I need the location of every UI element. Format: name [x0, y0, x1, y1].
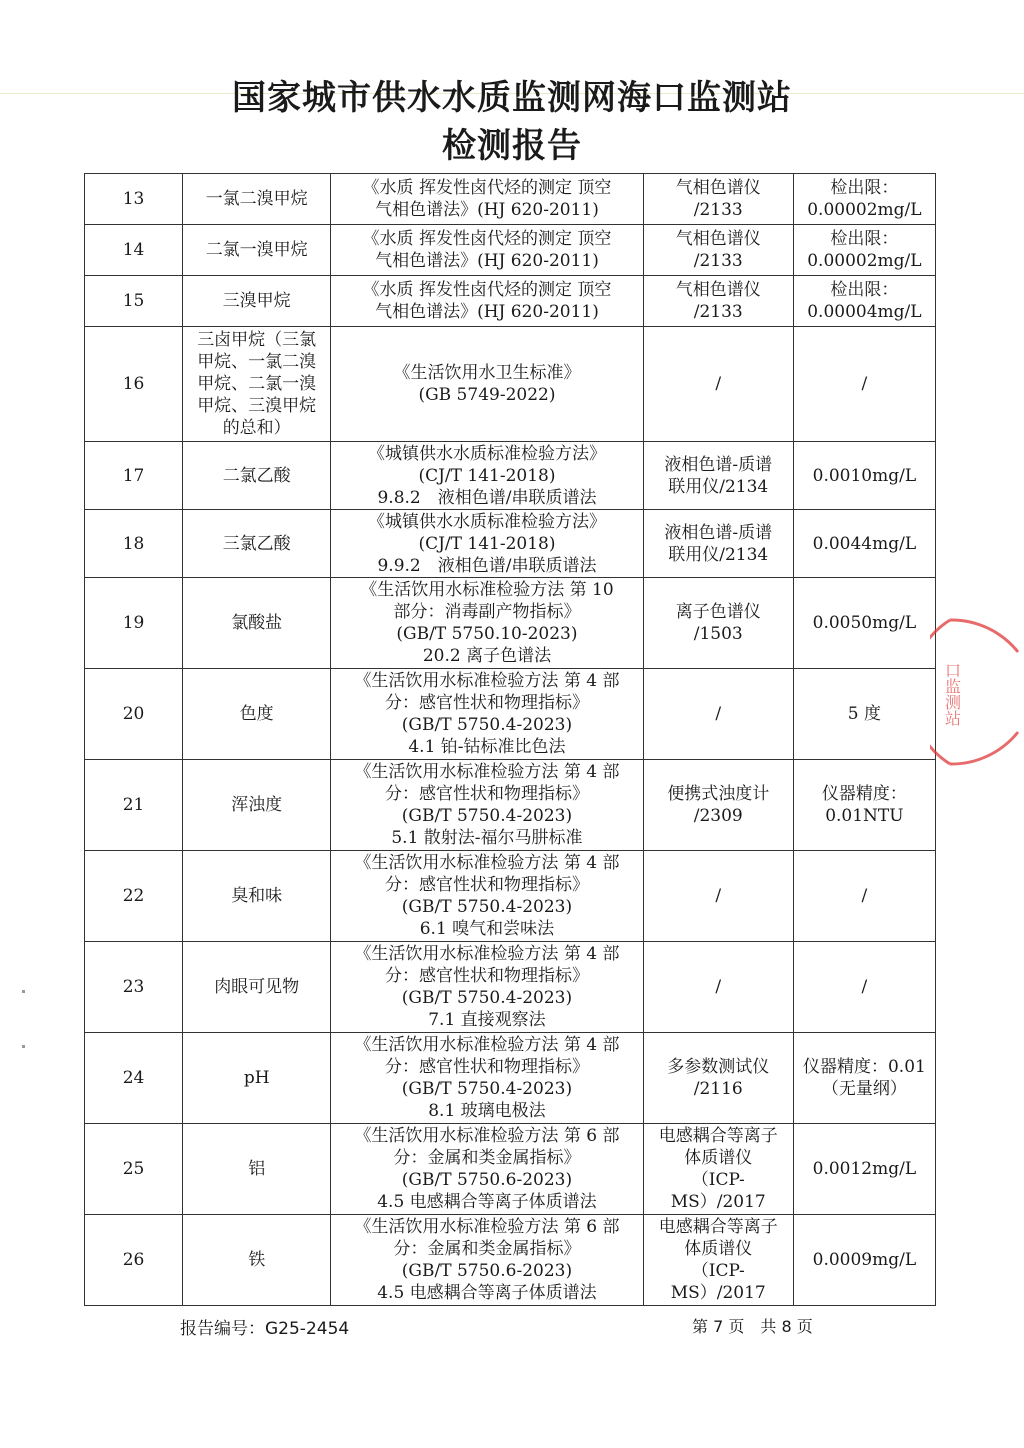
test-method-line: (GB/T 5750.4-2023)	[401, 988, 573, 1008]
detection-limit-line: /	[861, 374, 868, 394]
test-method-line: 分：感官性状和物理指标》	[384, 1057, 589, 1077]
test-method-line: 《生活饮用水标准检验方法 第 4 部	[354, 762, 620, 782]
detection-limit-cell	[793, 851, 935, 942]
test-method-line: 分：感官性状和物理指标》	[384, 875, 589, 895]
detection-limit-cell	[793, 669, 935, 760]
test-method-line: (GB/T 5750.4-2023)	[401, 806, 573, 826]
detection-limit-cell	[793, 1033, 935, 1124]
scan-speck	[22, 1045, 25, 1048]
test-method-cell	[331, 327, 643, 442]
row-number-cell: 24	[85, 1033, 183, 1124]
test-method-cell	[331, 174, 643, 225]
test-method-line: 5.1 散射法-福尔马肼标准	[391, 828, 583, 848]
test-method-line: 《水质 挥发性卤代烃的测定 顶空	[362, 280, 612, 300]
detection-limit-cell	[793, 327, 935, 442]
instrument-line: /	[715, 374, 722, 394]
test-item-cell	[183, 1033, 331, 1124]
report-subtitle: 检测报告	[442, 126, 582, 166]
detection-limit-line: 0.0010mg/L	[812, 465, 917, 486]
detection-limit-cell	[793, 1124, 935, 1215]
test-item-cell	[183, 760, 331, 851]
test-method-line: 《生活饮用水标准检验方法 第 4 部	[354, 853, 620, 873]
test-method-line: (GB/T 5750.4-2023)	[401, 897, 573, 917]
test-item-line: 二氯一溴甲烷	[205, 240, 308, 260]
detection-limit-cell	[793, 1215, 935, 1306]
instrument-line: /2116	[693, 1079, 743, 1099]
test-method-line: 气相色谱法》(HJ 620-2011)	[375, 200, 599, 220]
test-method-line: 4.5 电感耦合等离子体质谱法	[377, 1192, 597, 1212]
test-method-line: 部分：消毒副产物指标》	[393, 602, 581, 622]
instrument-cell	[643, 1033, 793, 1124]
instrument-line: 联用仪/2134	[668, 476, 769, 497]
test-methods-table	[84, 173, 936, 1306]
table-row	[85, 1033, 936, 1124]
instrument-cell	[643, 942, 793, 1033]
test-item-line: 甲烷、二氯一溴	[197, 374, 317, 394]
test-method-line: 4.5 电感耦合等离子体质谱法	[377, 1283, 597, 1303]
instrument-line: /2133	[693, 251, 743, 271]
row-number-cell: 16	[85, 327, 183, 442]
test-item-cell	[183, 1124, 331, 1215]
test-item-line: 氯酸盐	[231, 613, 283, 633]
detection-limit-line: （无量纲）	[821, 1079, 907, 1099]
test-method-line: 《生活饮用水标准检验方法 第 4 部	[354, 944, 620, 964]
instrument-cell	[643, 442, 793, 510]
test-method-cell	[331, 442, 643, 510]
detection-limit-line: 0.0009mg/L	[812, 1250, 917, 1270]
test-item-line: 三卤甲烷（三氯	[197, 330, 317, 350]
detection-limit-line: 仪器精度：0.01	[802, 1057, 926, 1077]
instrument-line: 电感耦合等离子	[658, 1217, 778, 1237]
test-item-cell	[183, 225, 331, 276]
table-row	[85, 510, 936, 578]
table-row	[85, 225, 936, 276]
test-method-line: (GB/T 5750.4-2023)	[401, 1079, 573, 1099]
table-row	[85, 1215, 936, 1306]
test-method-line: 《生活饮用水标准检验方法 第 6 部	[354, 1126, 620, 1146]
test-method-line: 分：金属和类金属指标》	[393, 1148, 581, 1168]
instrument-line: （ICP-MS）/2017	[670, 1261, 766, 1303]
test-item-cell	[183, 942, 331, 1033]
scan-speck	[22, 990, 25, 993]
detection-limit-line: 检出限：	[830, 280, 899, 300]
test-item-line: 甲烷、一氯二溴	[197, 352, 317, 372]
row-number-cell: 17	[85, 442, 183, 510]
detection-limit-cell	[793, 510, 935, 578]
test-method-line: 气相色谱法》(HJ 620-2011)	[375, 302, 599, 322]
instrument-line: 离子色谱仪	[675, 602, 761, 622]
detection-limit-cell	[793, 174, 935, 225]
detection-limit-line: 仪器精度：	[821, 784, 907, 804]
test-method-line: 《生活饮用水标准检验方法 第 4 部	[354, 1035, 620, 1055]
test-method-line: 7.1 直接观察法	[428, 1010, 546, 1030]
test-method-line: (CJ/T 141-2018)	[418, 533, 556, 554]
row-number-cell: 15	[85, 276, 183, 327]
test-method-line: 《生活饮用水标准检验方法 第 6 部	[354, 1217, 620, 1237]
test-method-line: 20.2 离子色谱法	[422, 646, 552, 666]
test-method-line: 气相色谱法》(HJ 620-2011)	[375, 251, 599, 271]
instrument-cell	[643, 760, 793, 851]
table-row	[85, 1124, 936, 1215]
test-item-line: 甲烷、三溴甲烷	[197, 396, 317, 416]
instrument-line: 电感耦合等离子	[658, 1126, 778, 1146]
detection-limit-cell	[793, 442, 935, 510]
detection-limit-line: 0.0012mg/L	[812, 1159, 917, 1179]
detection-limit-line: 0.00002mg/L	[807, 200, 922, 220]
detection-limit-line: 0.0050mg/L	[812, 613, 917, 633]
detection-limit-line: 检出限：	[830, 178, 899, 198]
test-item-line: 三氯乙酸	[222, 533, 291, 554]
table-row	[85, 327, 936, 442]
instrument-line: 多参数测试仪	[667, 1057, 770, 1077]
instrument-cell	[643, 669, 793, 760]
instrument-line: 便携式浊度计	[667, 784, 770, 804]
report-title: 国家城市供水水质监测网海口监测站	[232, 78, 792, 118]
row-number-cell: 21	[85, 760, 183, 851]
test-method-line: (GB/T 5750.6-2023)	[401, 1170, 573, 1190]
instrument-cell	[643, 174, 793, 225]
row-number-cell: 20	[85, 669, 183, 760]
table-row	[85, 942, 936, 1033]
test-method-line: 分：感官性状和物理指标》	[384, 784, 589, 804]
detection-limit-line: 0.01NTU	[825, 806, 904, 826]
instrument-line: 液相色谱-质谱	[664, 522, 773, 543]
test-method-cell	[331, 225, 643, 276]
instrument-cell	[643, 276, 793, 327]
test-method-line: 《生活饮用水标准检验方法 第 4 部	[354, 671, 620, 691]
instrument-line: /2133	[693, 200, 743, 220]
test-method-line: (CJ/T 141-2018)	[418, 465, 556, 486]
row-number-cell: 22	[85, 851, 183, 942]
table-row	[85, 174, 936, 225]
test-item-cell	[183, 578, 331, 669]
test-method-line: 分：金属和类金属指标》	[393, 1239, 581, 1259]
instrument-line: /2133	[693, 302, 743, 322]
instrument-cell	[643, 225, 793, 276]
instrument-cell	[643, 1215, 793, 1306]
instrument-cell	[643, 327, 793, 442]
test-method-line: 《水质 挥发性卤代烃的测定 顶空	[362, 229, 612, 249]
test-method-cell	[331, 510, 643, 578]
table-row	[85, 578, 936, 669]
instrument-cell	[643, 510, 793, 578]
test-method-cell	[331, 276, 643, 327]
test-item-line: 臭和味	[231, 886, 283, 906]
detection-limit-line: 0.0044mg/L	[812, 533, 917, 554]
test-item-line: 肉眼可见物	[214, 977, 300, 997]
test-method-line: 9.9.2 液相色谱/串联质谱法	[377, 555, 597, 576]
test-method-line: (GB/T 5750.6-2023)	[401, 1261, 573, 1281]
test-method-line: 《水质 挥发性卤代烃的测定 顶空	[362, 178, 612, 198]
test-method-line: 分：感官性状和物理指标》	[384, 966, 589, 986]
instrument-line: 气相色谱仪	[675, 280, 761, 300]
test-item-line: 三溴甲烷	[222, 291, 291, 311]
instrument-line: /	[715, 704, 722, 724]
table-row	[85, 669, 936, 760]
test-method-cell	[331, 1033, 643, 1124]
instrument-line: （ICP-MS）/2017	[670, 1170, 766, 1212]
detection-limit-line: 0.00004mg/L	[807, 302, 922, 322]
test-item-line: 浑浊度	[231, 795, 283, 815]
instrument-line: /	[715, 886, 722, 906]
row-number-cell: 23	[85, 942, 183, 1033]
test-item-line: 铝	[248, 1159, 266, 1179]
test-item-line: 一氯二溴甲烷	[205, 189, 308, 209]
test-item-cell	[183, 851, 331, 942]
detection-limit-line: 检出限：	[830, 229, 899, 249]
test-item-cell	[183, 510, 331, 578]
test-item-cell	[183, 276, 331, 327]
test-method-cell	[331, 669, 643, 760]
test-item-cell	[183, 1215, 331, 1306]
test-method-line: 8.1 玻璃电极法	[428, 1101, 546, 1121]
test-item-cell	[183, 669, 331, 760]
row-number-cell: 14	[85, 225, 183, 276]
table-row	[85, 276, 936, 327]
test-method-line: 《城镇供水水质标准检验方法》	[367, 443, 606, 464]
instrument-cell	[643, 578, 793, 669]
row-number-cell: 26	[85, 1215, 183, 1306]
instrument-line: 气相色谱仪	[675, 229, 761, 249]
test-method-cell	[331, 578, 643, 669]
detection-limit-cell	[793, 276, 935, 327]
test-method-line: 分：感官性状和物理指标》	[384, 693, 589, 713]
test-item-line: 的总和）	[222, 418, 291, 438]
test-item-cell	[183, 174, 331, 225]
detection-limit-line: 0.00002mg/L	[807, 251, 922, 271]
instrument-line: /1503	[693, 624, 743, 644]
instrument-line: 体质谱仪	[684, 1239, 753, 1259]
report-number: 报告编号：G25-2454	[180, 1319, 350, 1339]
detection-limit-cell	[793, 578, 935, 669]
test-item-cell	[183, 442, 331, 510]
detection-limit-line: /	[861, 977, 868, 997]
test-method-line: (GB/T 5750.4-2023)	[401, 715, 573, 735]
page-number: 第 7 页 共 8 页	[692, 1317, 813, 1336]
test-method-cell	[331, 760, 643, 851]
test-item-line: 铁	[248, 1250, 266, 1270]
test-item-line: pH	[243, 1068, 270, 1088]
test-item-line: 二氯乙酸	[222, 465, 291, 486]
test-method-line: 9.8.2 液相色谱/串联质谱法	[377, 487, 597, 508]
instrument-line: /	[715, 977, 722, 997]
row-number-cell: 19	[85, 578, 183, 669]
test-item-cell	[183, 327, 331, 442]
detection-limit-line: /	[861, 886, 868, 906]
svg-text:口监测站: 口监测站	[942, 662, 962, 726]
row-number-cell: 18	[85, 510, 183, 578]
detection-limit-cell	[793, 942, 935, 1033]
test-method-cell	[331, 942, 643, 1033]
official-seal-stamp	[930, 612, 1020, 772]
instrument-line: 气相色谱仪	[675, 178, 761, 198]
test-method-line: (GB/T 5750.10-2023)	[396, 624, 578, 644]
instrument-cell	[643, 851, 793, 942]
instrument-line: /2309	[693, 806, 743, 826]
test-method-cell	[331, 1215, 643, 1306]
test-method-line: 《生活饮用水卫生标准》	[393, 363, 581, 383]
test-item-line: 色度	[239, 704, 274, 724]
table-row	[85, 760, 936, 851]
instrument-line: 联用仪/2134	[668, 544, 769, 565]
test-method-cell	[331, 1124, 643, 1215]
detection-limit-cell	[793, 225, 935, 276]
test-method-cell	[331, 851, 643, 942]
test-method-line: 6.1 嗅气和尝味法	[419, 919, 555, 939]
instrument-cell	[643, 1124, 793, 1215]
row-number-cell: 25	[85, 1124, 183, 1215]
test-method-line: 4.1 铂-钴标准比色法	[408, 737, 566, 757]
table-row	[85, 851, 936, 942]
test-method-line: (GB 5749-2022)	[418, 385, 556, 405]
test-method-line: 《城镇供水水质标准检验方法》	[367, 511, 606, 532]
row-number-cell: 13	[85, 174, 183, 225]
instrument-line: 体质谱仪	[684, 1148, 753, 1168]
detection-limit-line: 5 度	[847, 704, 882, 724]
test-method-line: 《生活饮用水标准检验方法 第 10	[360, 580, 614, 600]
detection-limit-cell	[793, 760, 935, 851]
instrument-line: 液相色谱-质谱	[664, 454, 773, 475]
table-body	[85, 174, 936, 1306]
table-row	[85, 442, 936, 510]
